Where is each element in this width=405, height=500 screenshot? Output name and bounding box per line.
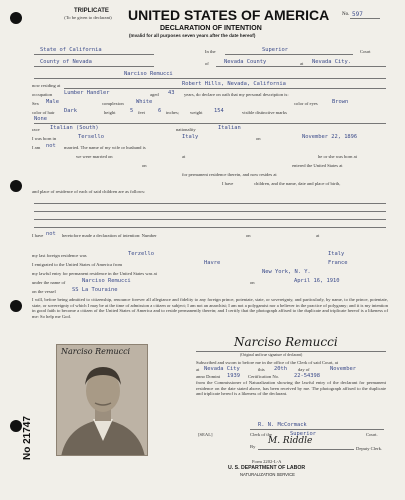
venue-state: State of California — [40, 47, 102, 53]
punch-hole — [10, 420, 22, 432]
birth-line — [32, 134, 387, 142]
emigration-line — [32, 260, 387, 268]
marriage-details-line — [32, 152, 387, 160]
triplicate-label: TRIPLICATE — [74, 8, 109, 14]
children-line — [32, 179, 387, 187]
born-in-label: I was born in — [32, 136, 57, 141]
race-line — [32, 125, 387, 133]
day-of-label: day of — [298, 367, 310, 372]
foreign-value: Terzello — [128, 251, 154, 257]
hair-line — [32, 108, 387, 116]
vessel-value: SS La Touraine — [72, 287, 118, 293]
weight-label: weight — [190, 110, 203, 115]
aged-label: aged — [150, 92, 159, 97]
married-label: I am — [32, 145, 41, 150]
subscribed-year: 1939 — [227, 373, 240, 379]
age-value: 43 — [168, 90, 175, 96]
married-at-label: at — [182, 154, 186, 159]
children-label-a: I have — [222, 181, 234, 186]
seal-label: [SEAL] — [198, 432, 213, 437]
prior-label-b: heretofore made a declaration of intention: Number — [62, 233, 157, 238]
declarant-signature-caption: (Original and true signature of declarant) — [240, 353, 303, 357]
number-label: No. — [342, 12, 350, 17]
nationality-label: nationality — [176, 127, 196, 132]
certification-number: 22-54398 — [294, 373, 320, 379]
residence-label: now residing at — [32, 83, 61, 88]
subscribed-place: Nevada City — [204, 366, 240, 372]
clerk-label: Clerk of the — [250, 432, 272, 437]
declarant-photo — [56, 344, 148, 456]
complexion-label: complexion — [102, 101, 124, 106]
serial-prefix: No — [22, 446, 33, 460]
hair-label: color of hair — [32, 110, 55, 115]
punch-hole — [10, 300, 22, 312]
declarant-name: Narciso Remucci — [124, 71, 173, 77]
certification-label: Certification No. — [248, 374, 280, 379]
race-value: Italian (South) — [50, 125, 99, 131]
residence-value: Robert Hills, Nevada, California — [182, 81, 286, 87]
anno-label: anno Domini — [196, 374, 221, 379]
punch-hole — [10, 12, 22, 24]
in-the-label: In the — [205, 49, 216, 54]
born-in-value: Tersello — [78, 134, 104, 140]
document-title: UNITED STATES OF AMERICA — [128, 7, 330, 23]
occupation-line — [32, 90, 387, 98]
hair-value: Dark — [64, 108, 77, 114]
form-number: Form 2202-L-A — [252, 459, 282, 464]
oath-paragraph: I will, before being admitted to citizenship, renounce forever all allegiance and fidelity to any foreign prince, potentate, state, or sovereignty, and particularly, by name, to the prince, potentate, state, or sovereignty of which I may be at the time of admission a citizen or subject; I am not an anarchist; I am not a polygamist nor a believer in the practice of polygamy; and it is my intention in good faith to become a citizen of the United States of America and to reside permanently therein; and I certify that the photograph affixed to the duplicate and triplicate hereof is a likeness of me: So help me God. — [32, 297, 388, 319]
subscribed-text: Subscribed and sworn to before me in the office of the Clerk of said Court, at — [196, 360, 339, 365]
subscribed-month: November — [330, 366, 356, 372]
court-label: Court — [360, 49, 371, 54]
born-country: Italy — [182, 134, 199, 140]
marks-value: None — [34, 116, 47, 122]
serial-value: 21747 — [22, 416, 33, 444]
photo-signature: Narciso Remucci — [61, 347, 131, 356]
weight-value: 154 — [214, 108, 224, 114]
spouse-born-at-label: he or she was born at — [318, 154, 357, 159]
lawful-value: New York, N. Y. — [262, 269, 311, 275]
punch-hole — [10, 180, 22, 192]
under-name-label: under the name of — [32, 280, 66, 285]
eyes-label: color of eyes — [294, 101, 318, 106]
lawful-entry-line — [32, 269, 387, 277]
serial-number — [22, 416, 33, 460]
prior-label-d: at — [316, 233, 320, 238]
children-label-b: children, and the name, date and place of birth, — [254, 181, 341, 186]
height-label: height — [104, 110, 116, 115]
vessel-line — [32, 287, 387, 295]
of-label: of — [205, 61, 209, 66]
children-label-c: and place of residence of each of said children are as follows: — [32, 189, 146, 194]
occupation-value: Lumber Handler — [64, 90, 110, 96]
spouse-entry-line — [32, 170, 387, 178]
prior-label-a: I have — [32, 233, 44, 238]
sex-value: Male — [46, 99, 59, 105]
spouse-born-line — [32, 161, 387, 169]
emigrated-country: France — [328, 260, 348, 266]
marks-label: visible distinctive marks — [242, 110, 287, 115]
married-tail: married. The name of my wife or husband is — [64, 145, 146, 150]
emigrated-value: Havre — [204, 260, 221, 266]
portrait-image — [57, 345, 148, 456]
lawful-label: my lawful entry for permanent residence in the United States was at — [32, 271, 157, 276]
by-label: By — [250, 444, 256, 449]
clerk-court: Superior — [290, 431, 316, 437]
at-label-2: at — [196, 367, 200, 372]
service-label: NATURALIZATION SERVICE — [240, 472, 295, 477]
occupation-label: occupation — [32, 92, 53, 97]
married-value: not — [46, 143, 56, 149]
at-label: at — [300, 61, 304, 66]
foreign-residence-line — [32, 251, 387, 259]
height-inches: 6 — [158, 108, 162, 114]
subscribed-day: 20th — [274, 366, 287, 372]
certification-paragraph: from the Commissioner of Naturalization showing the lawful entry of the declarant for permanent residence on the date stated above, has been received by me. The photograph affixed to the duplicate and triplicate hereof is a likeness of the declarant. — [196, 380, 386, 396]
aged-tail: years, do declare on oath that my personal description is: — [184, 92, 289, 97]
prior-label-c: on — [246, 233, 251, 238]
court-type: Superior — [262, 47, 288, 53]
entry-name-line — [32, 278, 387, 286]
complexion-value: White — [136, 99, 153, 105]
given-to-label: (To be given to declarant) — [64, 15, 112, 20]
declarant-signature: Narciso Remucci — [234, 335, 338, 349]
permanent-label: for permanent residence therein, and now resides at — [182, 172, 277, 177]
declaration-heading: DECLARATION OF INTENTION — [160, 25, 262, 32]
sex-label: Sex — [32, 101, 39, 106]
children-line-2 — [32, 187, 387, 195]
emigrated-label: I emigrated to the United States of America from — [32, 262, 123, 267]
court-city: Nevada City. — [312, 59, 351, 65]
court-location: Nevada County — [224, 59, 267, 65]
prior-value: not — [46, 231, 56, 237]
department-label: U. S. DEPARTMENT OF LABOR — [228, 465, 306, 471]
validity-note: (Invalid for all purposes seven years after the date hereof) — [129, 33, 256, 38]
vessel-label: on the vessel — [32, 289, 56, 294]
entry-date: April 16, 1910 — [294, 278, 340, 284]
deputy-signature: M. Riddle — [268, 436, 313, 446]
married-on-label: we were married on — [76, 154, 113, 159]
sex-line — [32, 99, 387, 107]
nationality-value: Italian — [218, 125, 241, 131]
feet-label: feet — [138, 110, 145, 115]
clerk-court-label: Court. — [366, 432, 378, 437]
foreign-country: Italy — [328, 251, 345, 257]
venue-county: County of Nevada — [40, 59, 92, 65]
born-on-label-2: on — [142, 163, 147, 168]
born-on-label: on — [256, 136, 261, 141]
height-feet: 5 — [130, 108, 134, 114]
entered-label: entered the United States at — [292, 163, 343, 168]
deputy-label: Deputy Clerk. — [356, 446, 383, 451]
foreign-label: my last foreign residence was — [32, 253, 87, 258]
born-date: November 22, 1896 — [302, 134, 358, 140]
eyes-value: Brown — [332, 99, 349, 105]
clerk-name: R. N. McCormack — [258, 422, 307, 428]
inches-label: inches; — [166, 110, 180, 115]
race-label: race — [32, 127, 40, 132]
entry-on-label: on — [250, 280, 255, 285]
prior-declaration-line — [32, 231, 387, 239]
married-line — [32, 143, 387, 151]
this-label: this — [258, 367, 265, 372]
document-number: 597 — [352, 11, 363, 18]
under-name-value: Narciso Remucci — [82, 278, 131, 284]
